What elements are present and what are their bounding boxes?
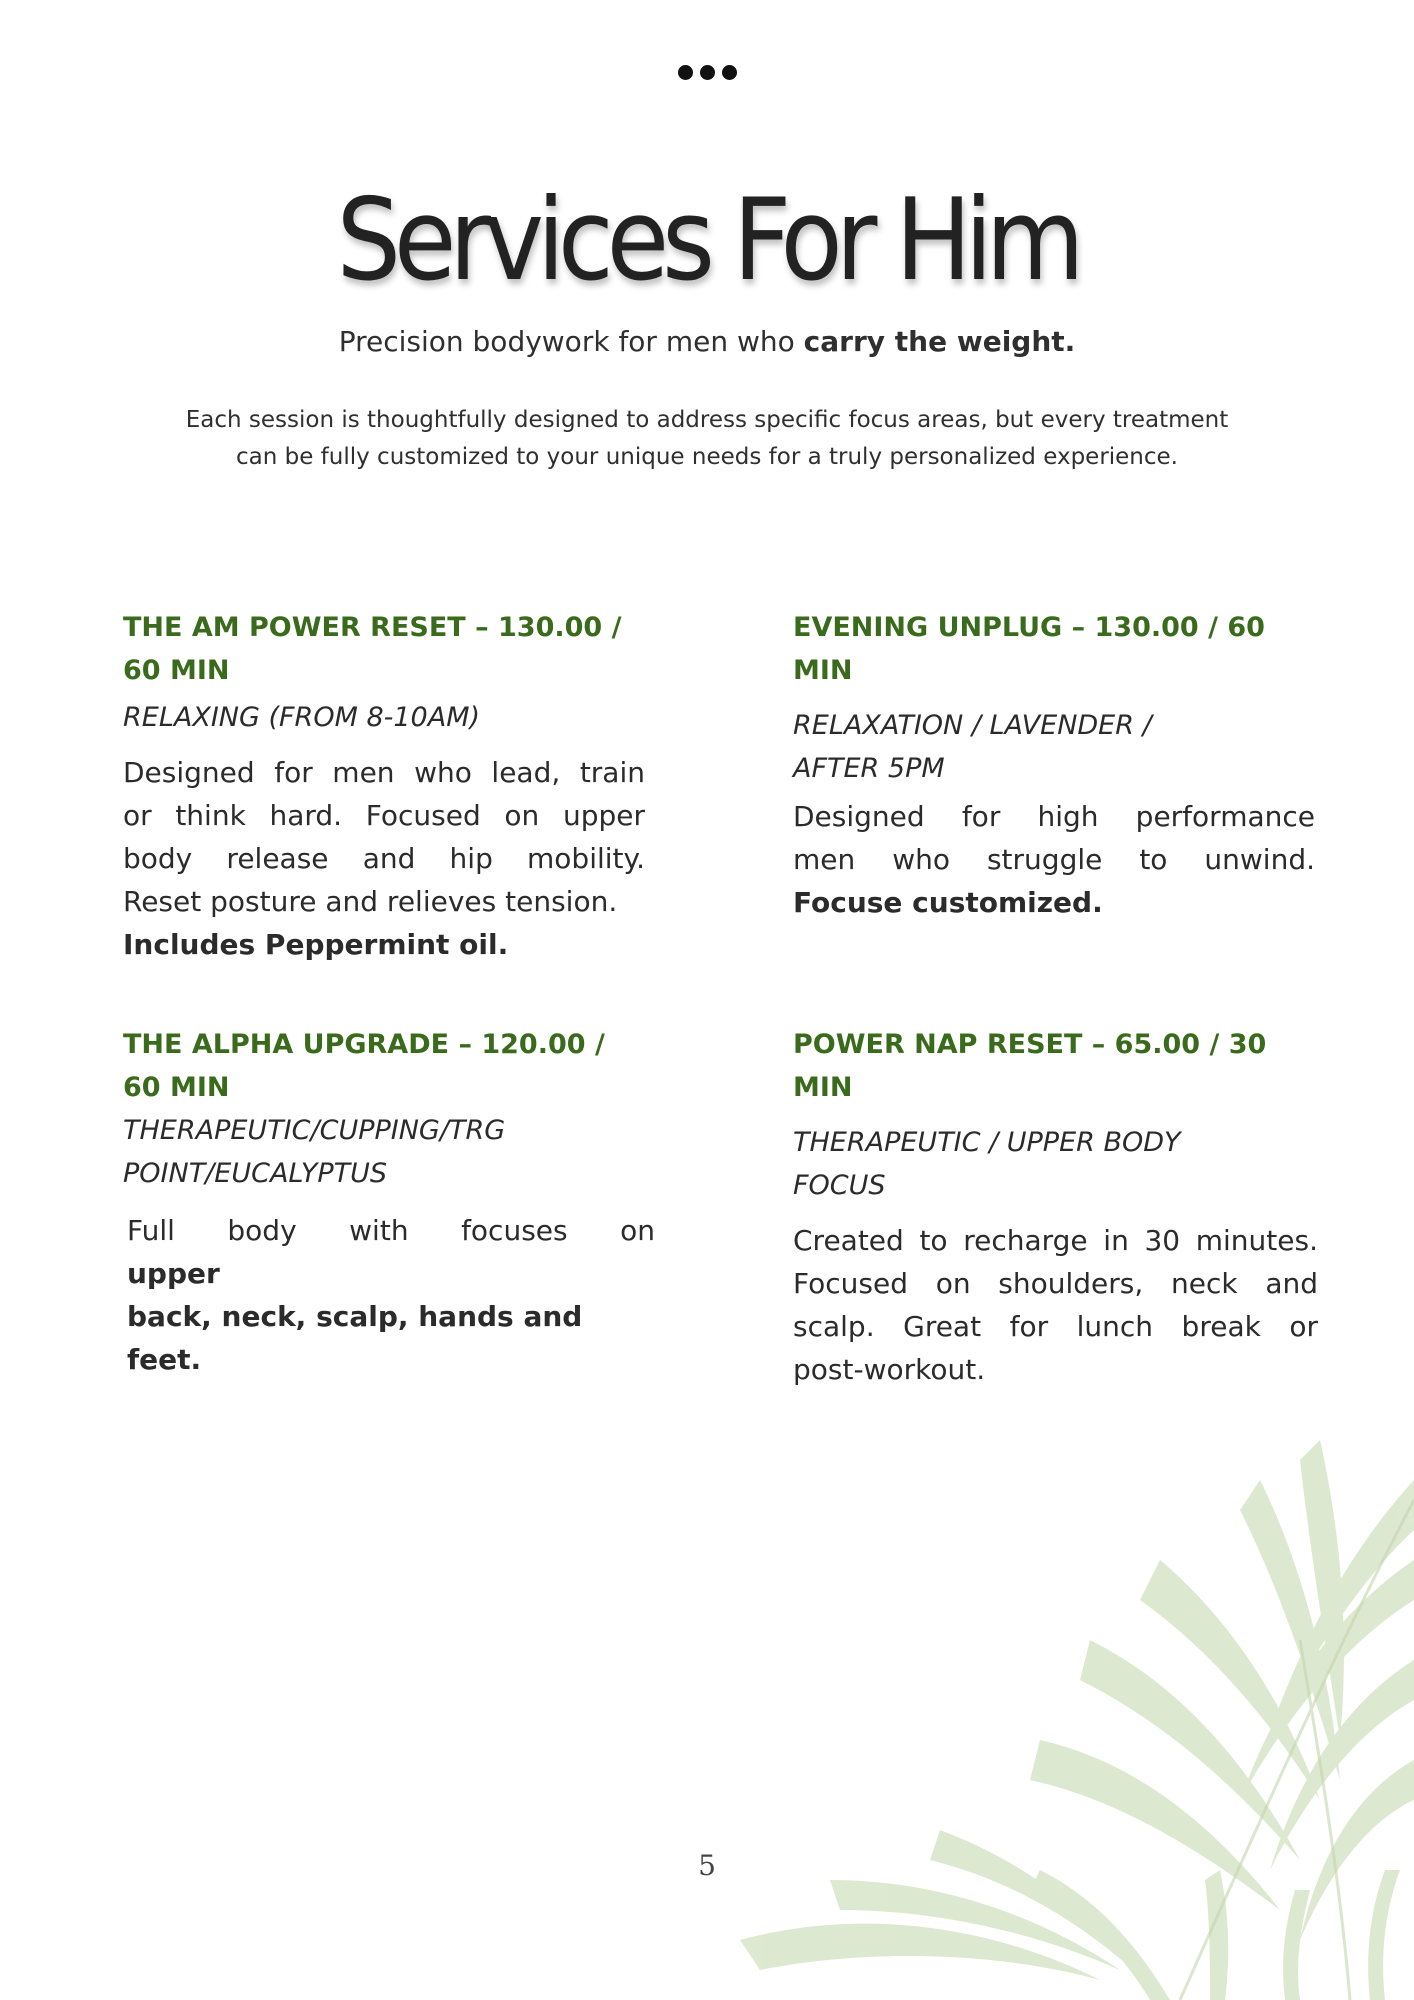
service-tag-line: FOCUS [793, 1170, 886, 1201]
description-line: Designed for men who lead, train [123, 756, 645, 789]
dot [678, 65, 693, 80]
service-heading-line: 60 MIN [123, 1072, 230, 1103]
service-heading-line: THE AM POWER RESET – 130.00 / [123, 612, 622, 643]
service-tags [123, 696, 645, 739]
service-description [793, 1219, 1318, 1391]
description-bold: Focuse customized. [793, 886, 1103, 919]
description-line: body release and hip mobility. [123, 842, 645, 875]
dot [700, 65, 715, 80]
description-line: or think hard. Focused on upper [123, 799, 645, 832]
description-bold: back, neck, scalp, hands and feet. [127, 1300, 583, 1376]
intro-line: can be fully customized to your unique needs for a truly personalized experience. [235, 444, 1178, 470]
description-line: post-workout. [793, 1353, 986, 1386]
page-subtitle [0, 322, 1414, 362]
service-tag-line: RELAXING (FROM 8-10AM) [123, 702, 481, 733]
description-bold: Includes Peppermint oil. [123, 928, 509, 961]
subtitle-regular: Precision bodywork for men who [338, 325, 804, 358]
description-regular: Full body with focuses on [127, 1214, 655, 1247]
three-dots-icon [0, 65, 1414, 80]
service-heading-line: POWER NAP RESET – 65.00 / 30 [793, 1029, 1267, 1060]
service-tag-line: AFTER 5PM [793, 753, 945, 784]
service-alpha-upgrade [123, 1023, 655, 1381]
page-number: 5 [698, 1849, 716, 1882]
service-tag-line: RELAXATION / LAVENDER / [793, 710, 1152, 741]
description-bold: upper [127, 1257, 220, 1290]
page-title: Services For Him [336, 174, 1078, 306]
service-heading [123, 1023, 655, 1109]
description-line: Designed for high performance [793, 800, 1315, 833]
service-tags [123, 1109, 655, 1195]
dot [722, 65, 737, 80]
service-evening-unplug [793, 606, 1315, 924]
service-tag-line: THERAPEUTIC / UPPER BODY [793, 1127, 1181, 1158]
description-line: Focused on shoulders, neck and [793, 1267, 1318, 1300]
description-line: scalp. Great for lunch break or [793, 1310, 1318, 1343]
intro-line: Each session is thoughtfully designed to address specific focus areas, but every treatment [185, 407, 1229, 433]
description-line: Created to recharge in 30 minutes. [793, 1224, 1318, 1257]
service-heading-line: MIN [793, 1072, 853, 1103]
service-heading-line: EVENING UNPLUG – 130.00 / 60 [793, 612, 1265, 643]
service-tag-line: POINT/EUCALYPTUS [123, 1158, 388, 1189]
service-description [793, 795, 1315, 924]
service-am-power-reset [123, 606, 645, 966]
service-tag-line: THERAPEUTIC/CUPPING/TRG [123, 1115, 506, 1146]
service-tags [793, 704, 1315, 790]
service-heading-line: 60 MIN [123, 655, 230, 686]
service-power-nap-reset [793, 1023, 1318, 1391]
service-description [127, 1209, 655, 1381]
description-line: Reset posture and relieves tension. [123, 885, 618, 918]
service-heading-line: THE ALPHA UPGRADE – 120.00 / [123, 1029, 605, 1060]
fern-leaf-icon [700, 1440, 1414, 2000]
service-heading [123, 606, 645, 692]
service-heading [793, 1023, 1318, 1109]
subtitle-bold: carry the weight. [803, 325, 1076, 358]
service-heading-line: MIN [793, 655, 853, 686]
service-heading [793, 606, 1315, 692]
intro-paragraph [130, 402, 1284, 476]
description-line [127, 1209, 655, 1295]
description-line: men who struggle to unwind. [793, 843, 1315, 876]
service-tags [793, 1121, 1318, 1207]
service-description [123, 751, 645, 966]
